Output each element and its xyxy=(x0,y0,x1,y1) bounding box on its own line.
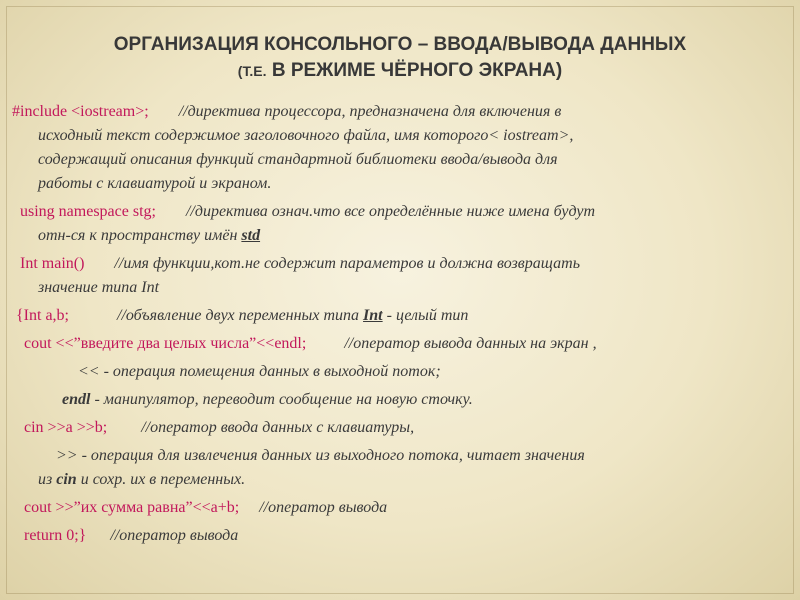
return-line xyxy=(12,524,782,548)
title-line-2-rest: В РЕЖИМЕ ЧЁРНОГО ЭКРАНА) xyxy=(266,60,563,81)
slide-body xyxy=(12,100,782,548)
extract-note-pre: из xyxy=(38,471,57,488)
main-line xyxy=(12,252,782,276)
endl-note-line xyxy=(12,388,782,412)
using-code: using namespace stg; xyxy=(20,203,156,220)
main-comment-1: //имя функции,кот.не содержит параметров и должна возвращать xyxy=(114,255,581,272)
title-line-2-small: (Т.Е. xyxy=(237,63,267,79)
using-comment-2: отн-ся к пространству имён xyxy=(38,227,242,244)
include-comment-2: исходный текст содержимое заголовочного файла, имя которого< iostream>, xyxy=(38,127,574,144)
insert-operator-note: << - операция помещения данных в выходной поток; xyxy=(78,363,441,380)
endl-note: - манипулятор, переводит сообщение на новую сточку. xyxy=(90,391,473,408)
include-comment-3: содержащий описания функций стандартной библиотеки ввода/вывода для xyxy=(38,151,558,168)
return-comment: //оператор вывода xyxy=(110,527,239,544)
title-line-1: ОРГАНИЗАЦИЯ КОНСОЛЬНОГО – ВВОДА/ВЫВОДА ДАННЫХ xyxy=(113,34,687,55)
cout2-line xyxy=(12,496,782,520)
include-comment-4: работы с клавиатурой и экраном. xyxy=(38,175,272,192)
cout2-comment: //оператор вывода xyxy=(259,499,388,516)
include-line xyxy=(12,100,782,124)
std-keyword: std xyxy=(241,227,261,244)
cout2-code: cout >>”их сумма равна”<<a+b; xyxy=(24,499,240,516)
cout1-code: cout <<”введите два целых числа”<<endl; xyxy=(24,335,307,352)
extract-operator-note-1: >> - операция для извлечения данных из выходного потока, читает значения xyxy=(56,447,585,464)
decl-code: {Int a,b; xyxy=(16,307,69,324)
include-comment-1: //директива процессора, предназначена для включения в xyxy=(178,103,562,120)
cout1-comment: //оператор вывода данных на экран , xyxy=(344,335,597,352)
using-comment-2-line xyxy=(12,224,782,248)
return-code: return 0;} xyxy=(24,527,87,544)
cin-keyword: cin xyxy=(56,471,77,488)
main-code: Int main() xyxy=(20,255,85,272)
cin-code: cin >>a >>b; xyxy=(24,419,108,436)
int-keyword: Int xyxy=(363,307,383,324)
decl-line xyxy=(12,304,782,328)
decl-comment-2: - целый тип xyxy=(382,307,469,324)
cout1-line xyxy=(12,332,782,356)
title-line-2 xyxy=(0,58,800,84)
using-line xyxy=(12,200,782,224)
using-comment-1: //директива означ.что все определённые ниже имена будут xyxy=(185,203,595,220)
slide-title xyxy=(0,32,800,84)
include-code: #include <iostream>; xyxy=(12,103,149,120)
main-comment-2: значение типа Int xyxy=(38,279,160,296)
decl-comment-1: //объявление двух переменных типа xyxy=(117,307,364,324)
extract-operator-note-2-line xyxy=(12,468,782,492)
endl-keyword: endl xyxy=(62,391,91,408)
extract-note-post: и сохр. их в переменных. xyxy=(76,471,246,488)
cin-comment: //оператор ввода данных с клавиатуры, xyxy=(141,419,415,436)
cin-line xyxy=(12,416,782,440)
